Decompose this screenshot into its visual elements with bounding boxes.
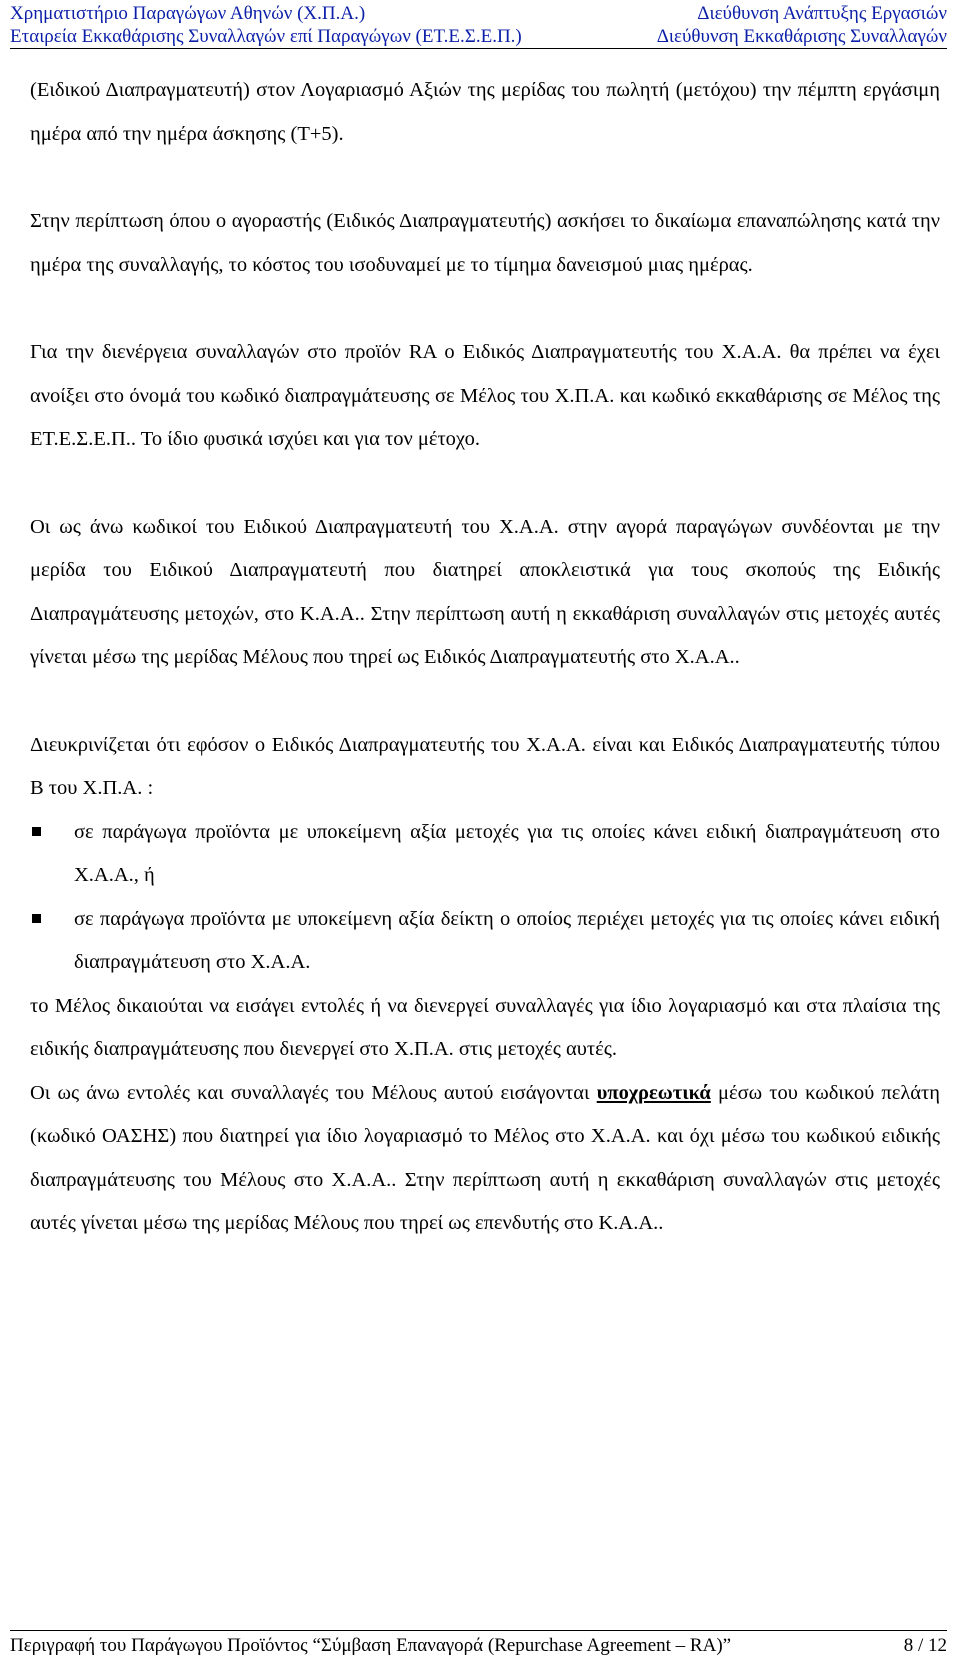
header-divider (10, 48, 947, 49)
bullet-text: σε παράγωγα προϊόντα με υποκείμενη αξία μετοχές για τις οποίες κάνει ειδική διαπραγμάτευση στο Χ.Α.Α., ή (74, 820, 940, 886)
paragraph-7-end: μέσω του κωδικού πελάτη (κωδικό ΟΑΣΗΣ) που διατηρεί για ίδιο λογαριασμό το Μέλος στο Χ.Α.Α. και όχι μέσω του κωδικού ειδικής διαπραγμάτευσης του Μέλους στο Χ.Α.Α.. Στην περίπτωση αυτή η εκκαθάριση συναλλαγών στις μετοχές αυτές γίνεται μέσω της μερίδας Μέλους που τηρεί ως επενδυτής στο Κ.Α.Α.. (30, 1081, 940, 1234)
header-department: Διεύθυνση Ανάπτυξης Εργασιών (697, 3, 947, 24)
square-bullet-icon (32, 827, 41, 836)
paragraph-2: Στην περίπτωση όπου ο αγοραστής (Ειδικός Διαπραγματευτής) ασκήσει το δικαίωμα επαναπώλησης κατά την ημέρα της συναλλαγής, το κόστος του ισοδυναμεί με το τίμημα δανεισμού μιας ημέρας. (30, 210, 940, 276)
page-footer (10, 1634, 947, 1658)
paragraph-5: Διευκρινίζεται ότι εφόσον ο Ειδικός Διαπραγματευτής του Χ.Α.Α. είναι και Ειδικός Διαπραγματευτής τύπου Β του Χ.Π.Α. : (30, 733, 940, 799)
bullet-item (30, 811, 940, 898)
paragraph-1: (Ειδικού Διαπραγματευτή) στον Λογαριασμό Αξιών της μερίδας του πωλητή (μετόχου) την πέμπτη εργάσιμη ημέρα από την ημέρα άσκησης (Τ+5). (30, 79, 940, 145)
paragraph-7-start: Οι ως άνω εντολές και συναλλαγές του Μέλους αυτού εισάγονται (30, 1081, 597, 1104)
paragraph-7 (30, 1072, 940, 1246)
header-row-1 (10, 2, 947, 25)
mandatory-emphasis: υποχρεωτικά (596, 1081, 711, 1104)
bullet-text: σε παράγωγα προϊόντα με υποκείμενη αξία δείκτη ο οποίος περιέχει μετοχές για τις οποίες κάνει ειδική διαπραγμάτευση στο Χ.Α.Α. (74, 907, 940, 973)
header-clearing-organization: Εταιρεία Εκκαθάρισης Συναλλαγών επί Παραγώγων (ΕΤ.Ε.Σ.Ε.Π.) (10, 26, 522, 47)
square-bullet-icon (32, 914, 41, 923)
footer-divider (10, 1630, 947, 1631)
paragraph-6: το Μέλος δικαιούται να εισάγει εντολές ή να διενεργεί συναλλαγές για ίδιο λογαριασμό και στα πλαίσια της ειδικής διαπραγμάτευσης που διενεργεί στο Χ.Π.Α. στις μετοχές αυτές. (30, 994, 940, 1060)
page-header (10, 2, 947, 48)
page-number: 8 / 12 (903, 1635, 947, 1656)
paragraph-3: Για την διενέργεια συναλλαγών στο προϊόν RA ο Ειδικός Διαπραγματευτής του Χ.Α.Α. θα πρέπει να έχει ανοίξει στο όνομά του κωδικό διαπραγμάτευσης σε Μέλος του Χ.Π.Α. και κωδικό εκκαθάρισης σε Μέλος της ΕΤ.Ε.Σ.Ε.Π.. Το ίδιο φυσικά ισχύει και για τον μέτοχο. (30, 341, 940, 450)
bullet-item (30, 898, 940, 985)
header-row-2 (10, 25, 947, 48)
footer-document-title: Περιγραφή του Παράγωγου Προϊόντος “Σύμβαση Επαναγορά (Repurchase Agreement – RA)” (10, 1635, 732, 1656)
header-clearing-department: Διεύθυνση Εκκαθάρισης Συναλλαγών (656, 26, 947, 47)
header-organization: Χρηματιστήριο Παραγώγων Αθηνών (Χ.Π.Α.) (10, 3, 366, 24)
paragraph-4: Οι ως άνω κωδικοί του Ειδικού Διαπραγματευτή του Χ.Α.Α. στην αγορά παραγώγων συνδέονται με την μερίδα του Ειδικού Διαπραγματευτή που διατηρεί αποκλειστικά για τους σκοπούς της Ειδικής Διαπραγμάτευσης μετοχών, στο Κ.Α.Α.. Στην περίπτωση αυτή η εκκαθάριση συναλλαγών στις μετοχές αυτές γίνεται μέσω της μερίδας Μέλους που τηρεί ως Ειδικός Διαπραγματευτής στο Χ.Α.Α.. (30, 515, 940, 668)
document-body (30, 69, 940, 1246)
